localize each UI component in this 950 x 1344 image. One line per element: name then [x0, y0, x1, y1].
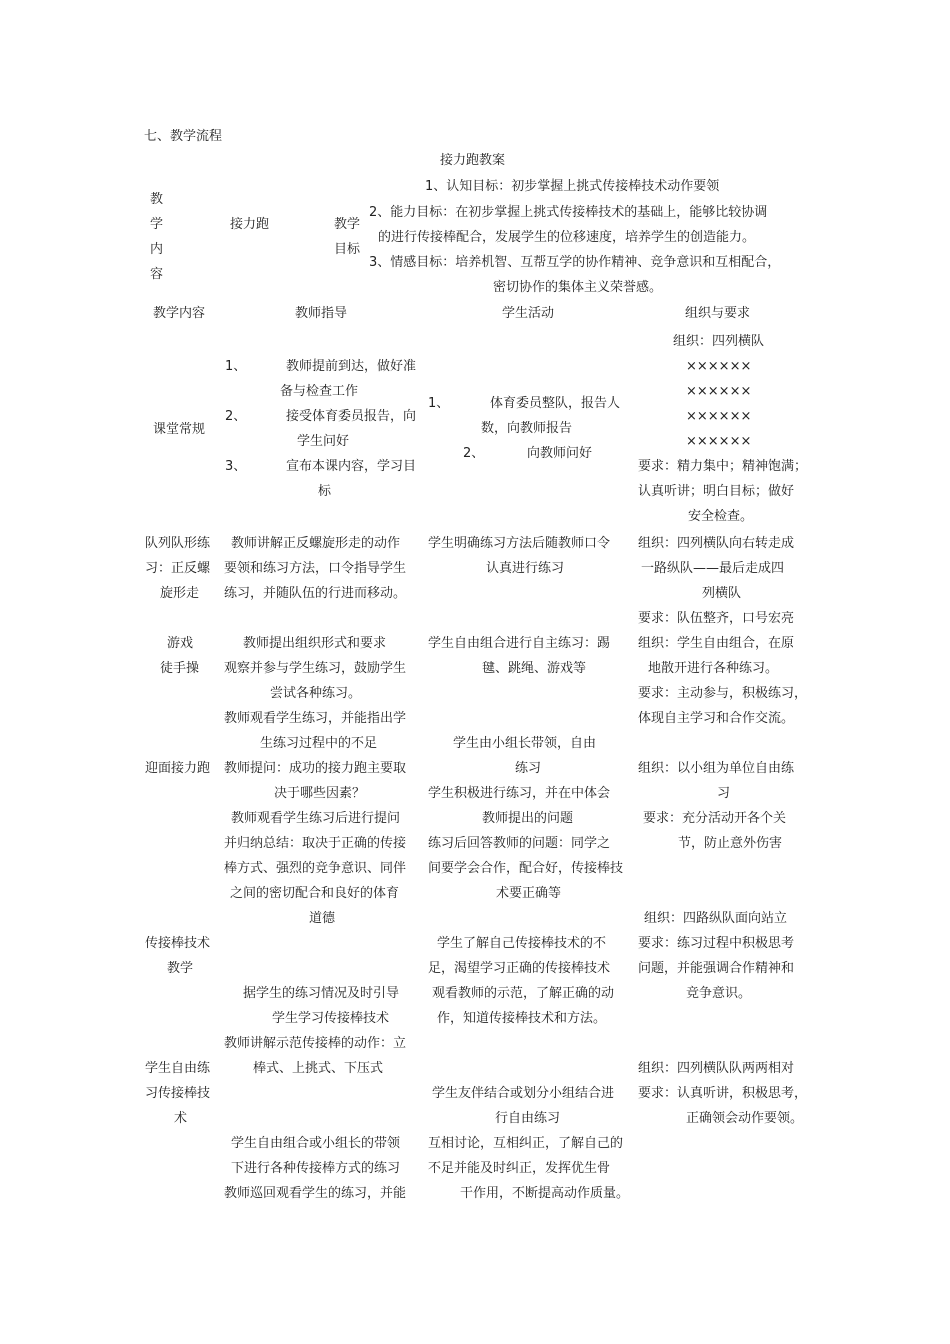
column-header: 组织与要求	[685, 306, 751, 321]
row-content: 习传接棒技	[145, 1086, 211, 1101]
section-heading: 七、教学流程	[144, 129, 223, 144]
student-text: 学生自由组合进行自主练习：踢	[428, 636, 611, 651]
org-text: 一路纵队——最后走成四	[641, 561, 785, 576]
header-label-char: 教	[150, 192, 164, 207]
student-text: 体育委员整队，报告人	[490, 396, 621, 411]
teacher-text: 1、	[225, 359, 247, 374]
row-content: 术	[174, 1111, 188, 1126]
row-content: 游戏	[167, 636, 194, 651]
org-text: 正确领会动作要领。	[686, 1111, 804, 1126]
teacher-text: 观察并参与学生练习，鼓励学生	[224, 661, 407, 676]
teacher-text: 2、	[225, 409, 247, 424]
teacher-text: 决于哪些因素？	[274, 786, 366, 801]
teacher-text: 教师提出组织形式和要求	[243, 636, 387, 651]
org-text: 组织：四列横队向右转走成	[638, 536, 795, 551]
row-content: 习：正反螺	[145, 561, 211, 576]
org-text: 要求：队伍整齐，口号宏亮	[638, 611, 795, 626]
teacher-text: 宣布本课内容，学习目	[286, 459, 417, 474]
teacher-text: 生练习过程中的不足	[260, 736, 378, 751]
goal-label: 教学	[334, 217, 361, 232]
org-text: 要求：主动参与，积极练习，	[638, 686, 808, 701]
teacher-text: 练习，并随队伍的行进而移动。	[224, 586, 407, 601]
teacher-text: 并归纳总结：取决于正确的传接	[224, 836, 407, 851]
student-text: 教师提出的问题	[482, 811, 574, 826]
student-text: 数，向教师报告	[481, 421, 573, 436]
org-text: 体现自主学习和合作交流。	[638, 711, 795, 726]
teacher-text: 棒方式、强烈的竞争意识、同伴	[224, 861, 407, 876]
student-text: 2、	[463, 446, 485, 461]
org-text: 要求：练习过程中积极思考	[638, 936, 795, 951]
org-text: 节，防止意外伤害	[678, 836, 783, 851]
student-text: 学生明确练习方法后随教师口令	[428, 536, 611, 551]
student-text: 练习后回答教师的问题：同学之	[428, 836, 611, 851]
teacher-text: 学生自由组合或小组长的带领	[231, 1136, 401, 1151]
teacher-text: 学生问好	[297, 434, 350, 449]
column-header: 教师指导	[295, 306, 348, 321]
teacher-text: 教师讲解正反螺旋形走的动作	[231, 536, 401, 551]
row-content: 迎面接力跑	[145, 761, 211, 776]
column-header: 学生活动	[502, 306, 555, 321]
teacher-text: 标	[318, 484, 332, 499]
org-text: 组织：四列横队	[673, 334, 765, 349]
student-text: 不足并能及时纠正，发挥优生骨	[428, 1161, 611, 1176]
org-text: 列横队	[702, 586, 742, 601]
teacher-text: 尝试各种练习。	[270, 686, 362, 701]
org-text: 认真听讲；明白目标；做好	[638, 484, 795, 499]
org-text: 组织：学生自由组合，在原	[638, 636, 795, 651]
student-text: 1、	[428, 396, 450, 411]
student-text: 作，知道传接棒技术和方法。	[437, 1011, 607, 1026]
plan-title: 接力跑教案	[440, 153, 506, 168]
teacher-text: 下进行各种传接棒方式的练习	[231, 1161, 401, 1176]
org-text: 组织：四路纵队面向站立	[644, 911, 788, 926]
teacher-text: 教师观看学生练习，并能指出学	[224, 711, 407, 726]
student-text: 间要学会合作，配合好，传接棒技	[428, 861, 624, 876]
row-content: 旋形走	[160, 586, 200, 601]
row-content: 徒手操	[160, 661, 200, 676]
teacher-text: 要领和练习方法，口令指导学生	[224, 561, 407, 576]
org-text: 地散开进行各种练习。	[648, 661, 779, 676]
student-text: 行自由练习	[495, 1111, 561, 1126]
org-text: 组织：四列横队队两两相对	[638, 1061, 795, 1076]
column-header: 教学内容	[153, 306, 206, 321]
student-text: 认真进行练习	[486, 561, 565, 576]
org-text: 要求：充分活动开各个关	[643, 811, 787, 826]
student-text: 观看教师的示范，了解正确的动	[432, 986, 615, 1001]
formation-row: ××××××	[686, 359, 752, 374]
teacher-text: 据学生的练习情况及时引导	[243, 986, 400, 1001]
teacher-text: 教师提前到达，做好准	[286, 359, 417, 374]
formation-row: ××××××	[686, 409, 752, 424]
row-content: 队列队形练	[145, 536, 211, 551]
teacher-text: 道德	[309, 911, 336, 926]
student-text: 毽、跳绳、游戏等	[482, 661, 587, 676]
org-text: 竞争意识。	[686, 986, 752, 1001]
row-content: 课堂常规	[153, 422, 206, 437]
formation-row: ××××××	[686, 434, 752, 449]
row-content: 教学	[167, 961, 194, 976]
teacher-text: 教师提问：成功的接力跑主要取	[224, 761, 407, 776]
goal-line: 密切协作的集体主义荣誉感。	[493, 280, 663, 295]
org-text: 安全检查。	[688, 509, 754, 524]
goal-line: 1、认知目标：初步掌握上挑式传接棒技术动作要领	[425, 179, 720, 194]
header-label-char: 容	[150, 267, 164, 282]
student-text: 练习	[515, 761, 542, 776]
student-text: 学生由小组长带领，自由	[453, 736, 597, 751]
header-label-char: 内	[150, 242, 164, 257]
teacher-text: 学生学习传接棒技术	[272, 1011, 390, 1026]
student-text: 学生积极进行练习，并在中体会	[428, 786, 611, 801]
teacher-text: 之间的密切配合和良好的体育	[230, 886, 400, 901]
org-text: 要求：认真听讲，积极思考，	[638, 1086, 808, 1101]
header-label-char: 学	[150, 217, 164, 232]
teacher-text: 教师讲解示范传接棒的动作：立	[224, 1036, 407, 1051]
row-content: 学生自由练	[145, 1061, 211, 1076]
goal-line: 3、情感目标：培养机智、互帮互学的协作精神、竞争意识和互相配合，	[369, 255, 781, 270]
row-content: 传接棒技术	[145, 936, 211, 951]
lesson-topic: 接力跑	[230, 217, 270, 232]
teacher-text: 接受体育委员报告，向	[286, 409, 417, 424]
teacher-text: 备与检查工作	[280, 384, 359, 399]
student-text: 向教师问好	[527, 446, 593, 461]
student-text: 学生友伴结合或划分小组结合进	[432, 1086, 615, 1101]
org-text: 要求：精力集中；精神饱满；	[638, 459, 808, 474]
formation-row: ××××××	[686, 384, 752, 399]
student-text: 互相讨论，互相纠正，了解自己的	[428, 1136, 624, 1151]
teacher-text: 棒式、上挑式、下压式	[253, 1061, 384, 1076]
goal-label: 目标	[334, 242, 361, 257]
org-text: 习	[717, 786, 731, 801]
org-text: 组织：以小组为单位自由练	[638, 761, 795, 776]
teacher-text: 3、	[225, 459, 247, 474]
goal-line: 2、能力目标：在初步掌握上挑式传接棒技术的基础上，能够比较协调	[369, 205, 768, 220]
teacher-text: 教师巡回观看学生的练习，并能	[224, 1186, 407, 1201]
student-text: 学生了解自己传接棒技术的不	[437, 936, 607, 951]
student-text: 术要正确等	[496, 886, 562, 901]
goal-line: 的进行传接棒配合，发展学生的位移速度，培养学生的创造能力。	[378, 230, 756, 245]
org-text: 问题，并能强调合作精神和	[638, 961, 795, 976]
student-text: 足，渴望学习正确的传接棒技术	[428, 961, 611, 976]
teacher-text: 教师观看学生练习后进行提问	[231, 811, 401, 826]
student-text: 干作用，不断提高动作质量。	[460, 1186, 630, 1201]
